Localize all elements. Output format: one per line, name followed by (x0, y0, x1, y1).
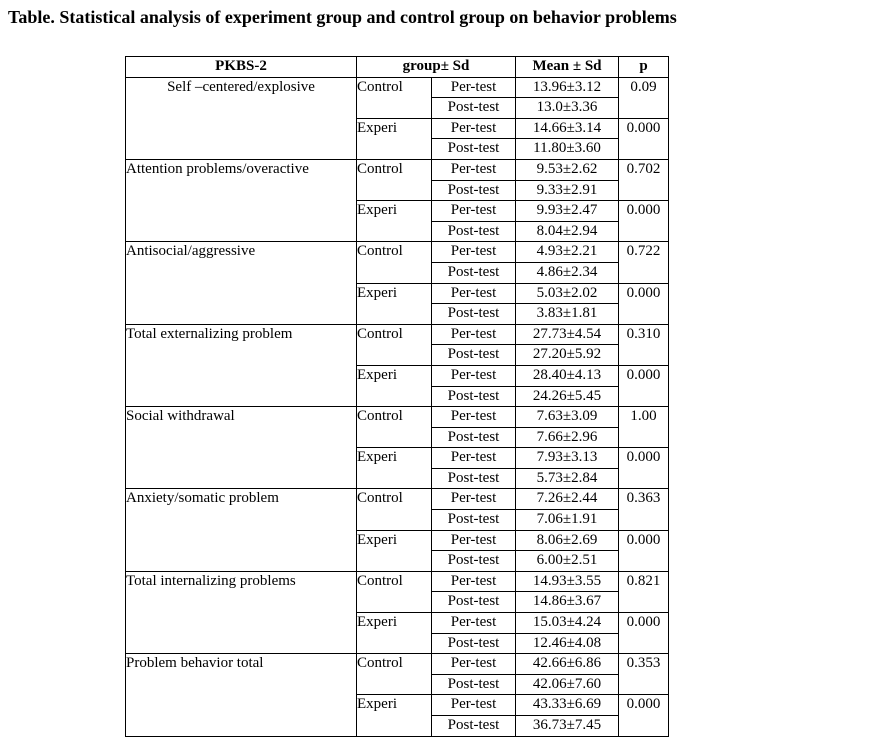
mean-sd-value: 9.33±2.91 (516, 180, 619, 201)
test-label: Per-test (432, 448, 516, 469)
group-label: Experi (357, 530, 432, 571)
indicator-label: Attention problems/overactive (126, 159, 357, 241)
test-label: Post-test (432, 180, 516, 201)
table-title: Table. Statistical analysis of experiment group and control group on behavior problems (8, 7, 677, 27)
test-label: Per-test (432, 530, 516, 551)
test-label: Per-test (432, 77, 516, 98)
test-label: Post-test (432, 262, 516, 283)
p-value: 0.000 (619, 448, 669, 489)
test-label: Post-test (432, 551, 516, 572)
p-value: 0.722 (619, 242, 669, 283)
group-label: Experi (357, 201, 432, 242)
mean-sd-value: 7.63±3.09 (516, 407, 619, 428)
mean-sd-value: 24.26±5.45 (516, 386, 619, 407)
test-label: Per-test (432, 571, 516, 592)
mean-sd-value: 8.04±2.94 (516, 221, 619, 242)
p-value: 0.702 (619, 159, 669, 200)
table-row (126, 159, 669, 180)
table-row (126, 324, 669, 345)
mean-sd-value: 7.26±2.44 (516, 489, 619, 510)
mean-sd-value: 27.73±4.54 (516, 324, 619, 345)
mean-sd-value: 43.33±6.69 (516, 695, 619, 716)
test-label: Per-test (432, 654, 516, 675)
test-label: Per-test (432, 489, 516, 510)
p-value: 0.000 (619, 118, 669, 159)
test-label: Post-test (432, 304, 516, 325)
mean-sd-value: 5.73±2.84 (516, 468, 619, 489)
test-label: Post-test (432, 592, 516, 613)
indicator-label: Antisocial/aggressive (126, 242, 357, 324)
group-label: Experi (357, 118, 432, 159)
test-label: Post-test (432, 633, 516, 654)
table-row (126, 489, 669, 510)
group-label: Experi (357, 448, 432, 489)
p-value: 0.363 (619, 489, 669, 530)
mean-sd-value: 9.93±2.47 (516, 201, 619, 222)
p-value: 0.000 (619, 530, 669, 571)
p-value: 0.310 (619, 324, 669, 365)
test-label: Post-test (432, 510, 516, 531)
mean-sd-value: 13.0±3.36 (516, 98, 619, 119)
mean-sd-value: 14.86±3.67 (516, 592, 619, 613)
table-row (126, 407, 669, 428)
group-label: Experi (357, 365, 432, 406)
indicator-label: Self –centered/explosive (126, 77, 357, 159)
mean-sd-value: 11.80±3.60 (516, 139, 619, 160)
table-row (126, 571, 669, 592)
test-label: Per-test (432, 407, 516, 428)
mean-sd-value: 27.20±5.92 (516, 345, 619, 366)
mean-sd-value: 5.03±2.02 (516, 283, 619, 304)
mean-sd-value: 13.96±3.12 (516, 77, 619, 98)
test-label: Per-test (432, 324, 516, 345)
group-label: Control (357, 654, 432, 695)
p-value: 0.000 (619, 613, 669, 654)
table-row (126, 654, 669, 675)
test-label: Per-test (432, 159, 516, 180)
mean-sd-value: 4.93±2.21 (516, 242, 619, 263)
header-pkbs: PKBS-2 (126, 57, 357, 78)
mean-sd-value: 15.03±4.24 (516, 613, 619, 634)
indicator-label: Anxiety/somatic problem (126, 489, 357, 571)
header-group: group± Sd (357, 57, 516, 78)
indicator-label: Social withdrawal (126, 407, 357, 489)
indicator-label: Problem behavior total (126, 654, 357, 736)
test-label: Post-test (432, 139, 516, 160)
test-label: Post-test (432, 221, 516, 242)
group-label: Control (357, 489, 432, 530)
mean-sd-value: 42.66±6.86 (516, 654, 619, 675)
p-value: 0.000 (619, 283, 669, 324)
p-value: 0.821 (619, 571, 669, 612)
group-label: Control (357, 407, 432, 448)
p-value: 0.000 (619, 695, 669, 736)
test-label: Post-test (432, 345, 516, 366)
mean-sd-value: 9.53±2.62 (516, 159, 619, 180)
mean-sd-value: 36.73±7.45 (516, 716, 619, 737)
mean-sd-value: 42.06±7.60 (516, 674, 619, 695)
mean-sd-value: 14.66±3.14 (516, 118, 619, 139)
mean-sd-value: 4.86±2.34 (516, 262, 619, 283)
p-value: 0.000 (619, 201, 669, 242)
p-value: 1.00 (619, 407, 669, 448)
group-label: Control (357, 159, 432, 200)
group-label: Experi (357, 283, 432, 324)
test-label: Post-test (432, 716, 516, 737)
group-label: Experi (357, 613, 432, 654)
test-label: Per-test (432, 242, 516, 263)
test-label: Post-test (432, 674, 516, 695)
test-label: Post-test (432, 98, 516, 119)
group-label: Control (357, 324, 432, 365)
test-label: Post-test (432, 468, 516, 489)
group-label: Experi (357, 695, 432, 736)
mean-sd-value: 12.46±4.08 (516, 633, 619, 654)
group-label: Control (357, 77, 432, 118)
group-label: Control (357, 571, 432, 612)
test-label: Per-test (432, 695, 516, 716)
p-value: 0.000 (619, 365, 669, 406)
p-value: 0.09 (619, 77, 669, 118)
header-p: p (619, 57, 669, 78)
test-label: Per-test (432, 201, 516, 222)
header-mean: Mean ± Sd (516, 57, 619, 78)
table-body (126, 77, 669, 736)
table-row (126, 77, 669, 98)
mean-sd-value: 28.40±4.13 (516, 365, 619, 386)
p-value: 0.353 (619, 654, 669, 695)
statistics-table (125, 56, 669, 737)
mean-sd-value: 3.83±1.81 (516, 304, 619, 325)
mean-sd-value: 7.66±2.96 (516, 427, 619, 448)
mean-sd-value: 8.06±2.69 (516, 530, 619, 551)
indicator-label: Total externalizing problem (126, 324, 357, 406)
mean-sd-value: 7.93±3.13 (516, 448, 619, 469)
test-label: Post-test (432, 386, 516, 407)
table-row (126, 242, 669, 263)
mean-sd-value: 14.93±3.55 (516, 571, 619, 592)
test-label: Per-test (432, 118, 516, 139)
mean-sd-value: 6.00±2.51 (516, 551, 619, 572)
test-label: Per-test (432, 365, 516, 386)
test-label: Per-test (432, 283, 516, 304)
mean-sd-value: 7.06±1.91 (516, 510, 619, 531)
test-label: Per-test (432, 613, 516, 634)
indicator-label: Total internalizing problems (126, 571, 357, 653)
group-label: Control (357, 242, 432, 283)
test-label: Post-test (432, 427, 516, 448)
header-row (126, 57, 669, 78)
